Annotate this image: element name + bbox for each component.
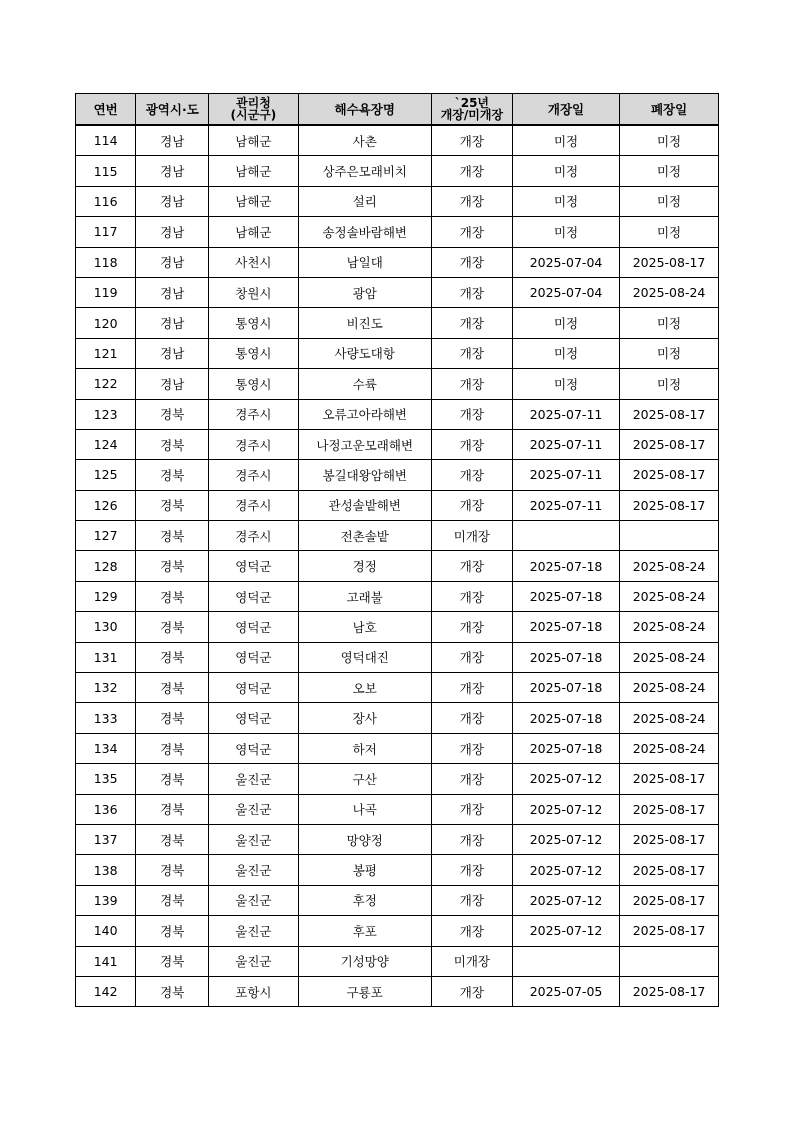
cell-close-date (620, 946, 719, 976)
table-row (76, 369, 719, 399)
table-row (76, 277, 719, 307)
cell-no: 141 (76, 946, 136, 976)
cell-status: 개장 (431, 247, 512, 277)
cell-close-date: 2025-08-17 (620, 824, 719, 854)
table-row (76, 885, 719, 915)
table-row (76, 490, 719, 520)
cell-beach: 영덕대진 (298, 642, 431, 672)
cell-beach: 남호 (298, 612, 431, 642)
cell-authority: 경주시 (209, 521, 298, 551)
table-row (76, 976, 719, 1006)
cell-no: 120 (76, 308, 136, 338)
cell-authority: 남해군 (209, 156, 298, 186)
cell-open-date: 2025-07-18 (512, 733, 619, 763)
cell-authority: 영덕군 (209, 642, 298, 672)
cell-open-date: 2025-07-12 (512, 916, 619, 946)
cell-province: 경북 (136, 885, 209, 915)
cell-no: 131 (76, 642, 136, 672)
cell-authority: 울진군 (209, 855, 298, 885)
cell-authority: 울진군 (209, 946, 298, 976)
table-row (76, 581, 719, 611)
table-row (76, 794, 719, 824)
cell-province: 경남 (136, 277, 209, 307)
cell-open-date: 2025-07-11 (512, 429, 619, 459)
table-row (76, 338, 719, 368)
cell-no: 130 (76, 612, 136, 642)
table-row (76, 855, 719, 885)
cell-close-date: 2025-08-24 (620, 551, 719, 581)
cell-status: 개장 (431, 308, 512, 338)
cell-authority: 영덕군 (209, 612, 298, 642)
cell-open-date: 미정 (512, 308, 619, 338)
cell-province: 경북 (136, 521, 209, 551)
cell-no: 140 (76, 916, 136, 946)
table-row (76, 916, 719, 946)
cell-authority: 통영시 (209, 338, 298, 368)
table-row (76, 703, 719, 733)
cell-close-date: 2025-08-24 (620, 277, 719, 307)
cell-beach: 봉평 (298, 855, 431, 885)
cell-authority: 울진군 (209, 764, 298, 794)
cell-open-date (512, 946, 619, 976)
table-row (76, 125, 719, 156)
cell-authority: 사천시 (209, 247, 298, 277)
cell-close-date: 2025-08-24 (620, 703, 719, 733)
cell-no: 118 (76, 247, 136, 277)
cell-status: 개장 (431, 703, 512, 733)
table-row (76, 308, 719, 338)
cell-province: 경북 (136, 824, 209, 854)
cell-province: 경남 (136, 308, 209, 338)
cell-open-date: 2025-07-04 (512, 277, 619, 307)
cell-status: 개장 (431, 673, 512, 703)
cell-beach: 나정고운모래해변 (298, 429, 431, 459)
cell-no: 129 (76, 581, 136, 611)
table-row (76, 186, 719, 216)
cell-beach: 관성솔밭해변 (298, 490, 431, 520)
cell-authority: 남해군 (209, 186, 298, 216)
cell-authority: 통영시 (209, 308, 298, 338)
cell-status: 개장 (431, 885, 512, 915)
cell-authority: 영덕군 (209, 581, 298, 611)
cell-beach: 수륙 (298, 369, 431, 399)
cell-province: 경북 (136, 703, 209, 733)
cell-authority: 통영시 (209, 369, 298, 399)
cell-authority: 영덕군 (209, 673, 298, 703)
cell-close-date: 2025-08-17 (620, 976, 719, 1006)
cell-status: 개장 (431, 794, 512, 824)
cell-open-date: 2025-07-04 (512, 247, 619, 277)
cell-no: 115 (76, 156, 136, 186)
cell-open-date: 2025-07-11 (512, 399, 619, 429)
cell-beach: 오류고아라해변 (298, 399, 431, 429)
cell-province: 경남 (136, 186, 209, 216)
cell-beach: 봉길대왕암해변 (298, 460, 431, 490)
cell-no: 116 (76, 186, 136, 216)
cell-status: 개장 (431, 581, 512, 611)
cell-authority: 경주시 (209, 399, 298, 429)
cell-beach: 광암 (298, 277, 431, 307)
cell-province: 경북 (136, 916, 209, 946)
cell-beach: 전촌솔밭 (298, 521, 431, 551)
cell-authority: 영덕군 (209, 733, 298, 763)
table-row (76, 217, 719, 247)
cell-close-date: 미정 (620, 369, 719, 399)
cell-open-date: 2025-07-12 (512, 764, 619, 794)
table-row (76, 460, 719, 490)
header-row (76, 94, 719, 126)
cell-province: 경북 (136, 673, 209, 703)
cell-province: 경북 (136, 733, 209, 763)
cell-province: 경북 (136, 855, 209, 885)
table-row (76, 612, 719, 642)
cell-close-date: 미정 (620, 338, 719, 368)
cell-beach: 망양정 (298, 824, 431, 854)
cell-status: 개장 (431, 156, 512, 186)
header-province: 광역시·도 (136, 94, 209, 126)
cell-no: 135 (76, 764, 136, 794)
cell-close-date: 미정 (620, 186, 719, 216)
cell-beach: 설리 (298, 186, 431, 216)
table-body (76, 125, 719, 1007)
cell-no: 123 (76, 399, 136, 429)
cell-status: 개장 (431, 429, 512, 459)
header-beach: 해수욕장명 (298, 94, 431, 126)
cell-no: 134 (76, 733, 136, 763)
cell-no: 122 (76, 369, 136, 399)
header-authority-line2: (시군구) (230, 108, 277, 122)
cell-province: 경북 (136, 581, 209, 611)
cell-close-date: 2025-08-17 (620, 490, 719, 520)
cell-authority: 포항시 (209, 976, 298, 1006)
header-status-line1: `25년 (454, 96, 490, 110)
header-status-line2: 개장/미개장 (440, 108, 504, 122)
cell-status: 개장 (431, 399, 512, 429)
cell-no: 132 (76, 673, 136, 703)
cell-no: 117 (76, 217, 136, 247)
cell-status: 개장 (431, 217, 512, 247)
cell-province: 경북 (136, 490, 209, 520)
cell-no: 138 (76, 855, 136, 885)
cell-authority: 남해군 (209, 125, 298, 156)
cell-no: 125 (76, 460, 136, 490)
cell-beach: 하저 (298, 733, 431, 763)
cell-province: 경남 (136, 156, 209, 186)
cell-status: 개장 (431, 764, 512, 794)
table-row (76, 399, 719, 429)
cell-beach: 후정 (298, 885, 431, 915)
cell-close-date: 미정 (620, 125, 719, 156)
table-row (76, 247, 719, 277)
cell-beach: 고래불 (298, 581, 431, 611)
cell-close-date: 2025-08-24 (620, 673, 719, 703)
cell-authority: 울진군 (209, 916, 298, 946)
cell-province: 경남 (136, 369, 209, 399)
cell-province: 경북 (136, 794, 209, 824)
cell-open-date: 미정 (512, 369, 619, 399)
cell-close-date: 2025-08-24 (620, 581, 719, 611)
cell-close-date: 2025-08-17 (620, 399, 719, 429)
cell-open-date: 2025-07-18 (512, 642, 619, 672)
cell-open-date: 2025-07-12 (512, 824, 619, 854)
cell-open-date: 미정 (512, 125, 619, 156)
cell-status: 미개장 (431, 946, 512, 976)
cell-no: 119 (76, 277, 136, 307)
table-row (76, 551, 719, 581)
cell-authority: 남해군 (209, 217, 298, 247)
cell-close-date: 2025-08-17 (620, 855, 719, 885)
cell-authority: 울진군 (209, 885, 298, 915)
cell-close-date: 2025-08-17 (620, 885, 719, 915)
cell-beach: 구룡포 (298, 976, 431, 1006)
cell-close-date: 미정 (620, 156, 719, 186)
cell-open-date: 2025-07-11 (512, 490, 619, 520)
cell-status: 개장 (431, 824, 512, 854)
cell-authority: 창원시 (209, 277, 298, 307)
beach-schedule-table (75, 93, 719, 1007)
cell-status: 개장 (431, 733, 512, 763)
cell-authority: 경주시 (209, 460, 298, 490)
cell-no: 121 (76, 338, 136, 368)
cell-no: 114 (76, 125, 136, 156)
cell-status: 개장 (431, 369, 512, 399)
cell-open-date: 2025-07-18 (512, 612, 619, 642)
cell-close-date: 2025-08-17 (620, 460, 719, 490)
cell-close-date: 2025-08-24 (620, 733, 719, 763)
header-status (431, 94, 512, 126)
table-row (76, 764, 719, 794)
cell-status: 개장 (431, 612, 512, 642)
cell-province: 경북 (136, 551, 209, 581)
cell-status: 개장 (431, 916, 512, 946)
table-row (76, 156, 719, 186)
cell-open-date: 2025-07-05 (512, 976, 619, 1006)
cell-status: 개장 (431, 976, 512, 1006)
cell-province: 경북 (136, 764, 209, 794)
cell-beach: 사량도대항 (298, 338, 431, 368)
cell-status: 개장 (431, 125, 512, 156)
cell-open-date: 2025-07-12 (512, 855, 619, 885)
cell-beach: 비진도 (298, 308, 431, 338)
cell-beach: 오보 (298, 673, 431, 703)
header-no: 연번 (76, 94, 136, 126)
cell-close-date: 2025-08-17 (620, 764, 719, 794)
header-close-date: 폐장일 (620, 94, 719, 126)
cell-province: 경북 (136, 460, 209, 490)
cell-province: 경남 (136, 125, 209, 156)
cell-beach: 경정 (298, 551, 431, 581)
cell-authority: 영덕군 (209, 703, 298, 733)
cell-open-date (512, 521, 619, 551)
cell-open-date: 2025-07-12 (512, 885, 619, 915)
table-row (76, 673, 719, 703)
cell-authority: 울진군 (209, 824, 298, 854)
cell-province: 경남 (136, 247, 209, 277)
cell-beach: 사촌 (298, 125, 431, 156)
cell-beach: 구산 (298, 764, 431, 794)
cell-no: 136 (76, 794, 136, 824)
table-row (76, 733, 719, 763)
cell-status: 미개장 (431, 521, 512, 551)
cell-status: 개장 (431, 460, 512, 490)
cell-status: 개장 (431, 642, 512, 672)
cell-province: 경북 (136, 976, 209, 1006)
table-row (76, 946, 719, 976)
cell-status: 개장 (431, 277, 512, 307)
cell-authority: 울진군 (209, 794, 298, 824)
cell-open-date: 2025-07-12 (512, 794, 619, 824)
cell-no: 127 (76, 521, 136, 551)
cell-close-date: 2025-08-17 (620, 794, 719, 824)
cell-no: 142 (76, 976, 136, 1006)
cell-no: 137 (76, 824, 136, 854)
cell-no: 124 (76, 429, 136, 459)
cell-no: 128 (76, 551, 136, 581)
cell-beach: 남일대 (298, 247, 431, 277)
cell-open-date: 미정 (512, 156, 619, 186)
cell-province: 경북 (136, 642, 209, 672)
cell-province: 경북 (136, 399, 209, 429)
cell-beach: 나곡 (298, 794, 431, 824)
cell-no: 133 (76, 703, 136, 733)
cell-no: 126 (76, 490, 136, 520)
cell-province: 경남 (136, 217, 209, 247)
cell-open-date: 미정 (512, 338, 619, 368)
cell-close-date: 2025-08-24 (620, 612, 719, 642)
cell-open-date: 2025-07-18 (512, 673, 619, 703)
cell-beach: 상주은모래비치 (298, 156, 431, 186)
cell-close-date: 2025-08-24 (620, 642, 719, 672)
cell-close-date: 2025-08-17 (620, 429, 719, 459)
table-row (76, 521, 719, 551)
cell-province: 경북 (136, 612, 209, 642)
cell-province: 경북 (136, 429, 209, 459)
table-row (76, 642, 719, 672)
cell-status: 개장 (431, 186, 512, 216)
cell-province: 경북 (136, 946, 209, 976)
cell-status: 개장 (431, 855, 512, 885)
cell-open-date: 미정 (512, 186, 619, 216)
cell-close-date: 2025-08-17 (620, 916, 719, 946)
cell-close-date: 미정 (620, 308, 719, 338)
cell-close-date (620, 521, 719, 551)
cell-open-date: 미정 (512, 217, 619, 247)
header-authority (209, 94, 298, 126)
cell-status: 개장 (431, 551, 512, 581)
cell-status: 개장 (431, 490, 512, 520)
cell-open-date: 2025-07-18 (512, 551, 619, 581)
cell-authority: 경주시 (209, 490, 298, 520)
cell-close-date: 미정 (620, 217, 719, 247)
cell-open-date: 2025-07-18 (512, 703, 619, 733)
cell-close-date: 2025-08-17 (620, 247, 719, 277)
cell-province: 경남 (136, 338, 209, 368)
table-header (76, 94, 719, 126)
table-row (76, 429, 719, 459)
cell-authority: 경주시 (209, 429, 298, 459)
cell-status: 개장 (431, 338, 512, 368)
cell-beach: 장사 (298, 703, 431, 733)
cell-no: 139 (76, 885, 136, 915)
header-open-date: 개장일 (512, 94, 619, 126)
table-row (76, 824, 719, 854)
cell-beach: 송정솔바람해변 (298, 217, 431, 247)
cell-beach: 후포 (298, 916, 431, 946)
cell-authority: 영덕군 (209, 551, 298, 581)
header-authority-line1: 관리청 (236, 96, 271, 110)
cell-open-date: 2025-07-11 (512, 460, 619, 490)
cell-beach: 기성망양 (298, 946, 431, 976)
cell-open-date: 2025-07-18 (512, 581, 619, 611)
